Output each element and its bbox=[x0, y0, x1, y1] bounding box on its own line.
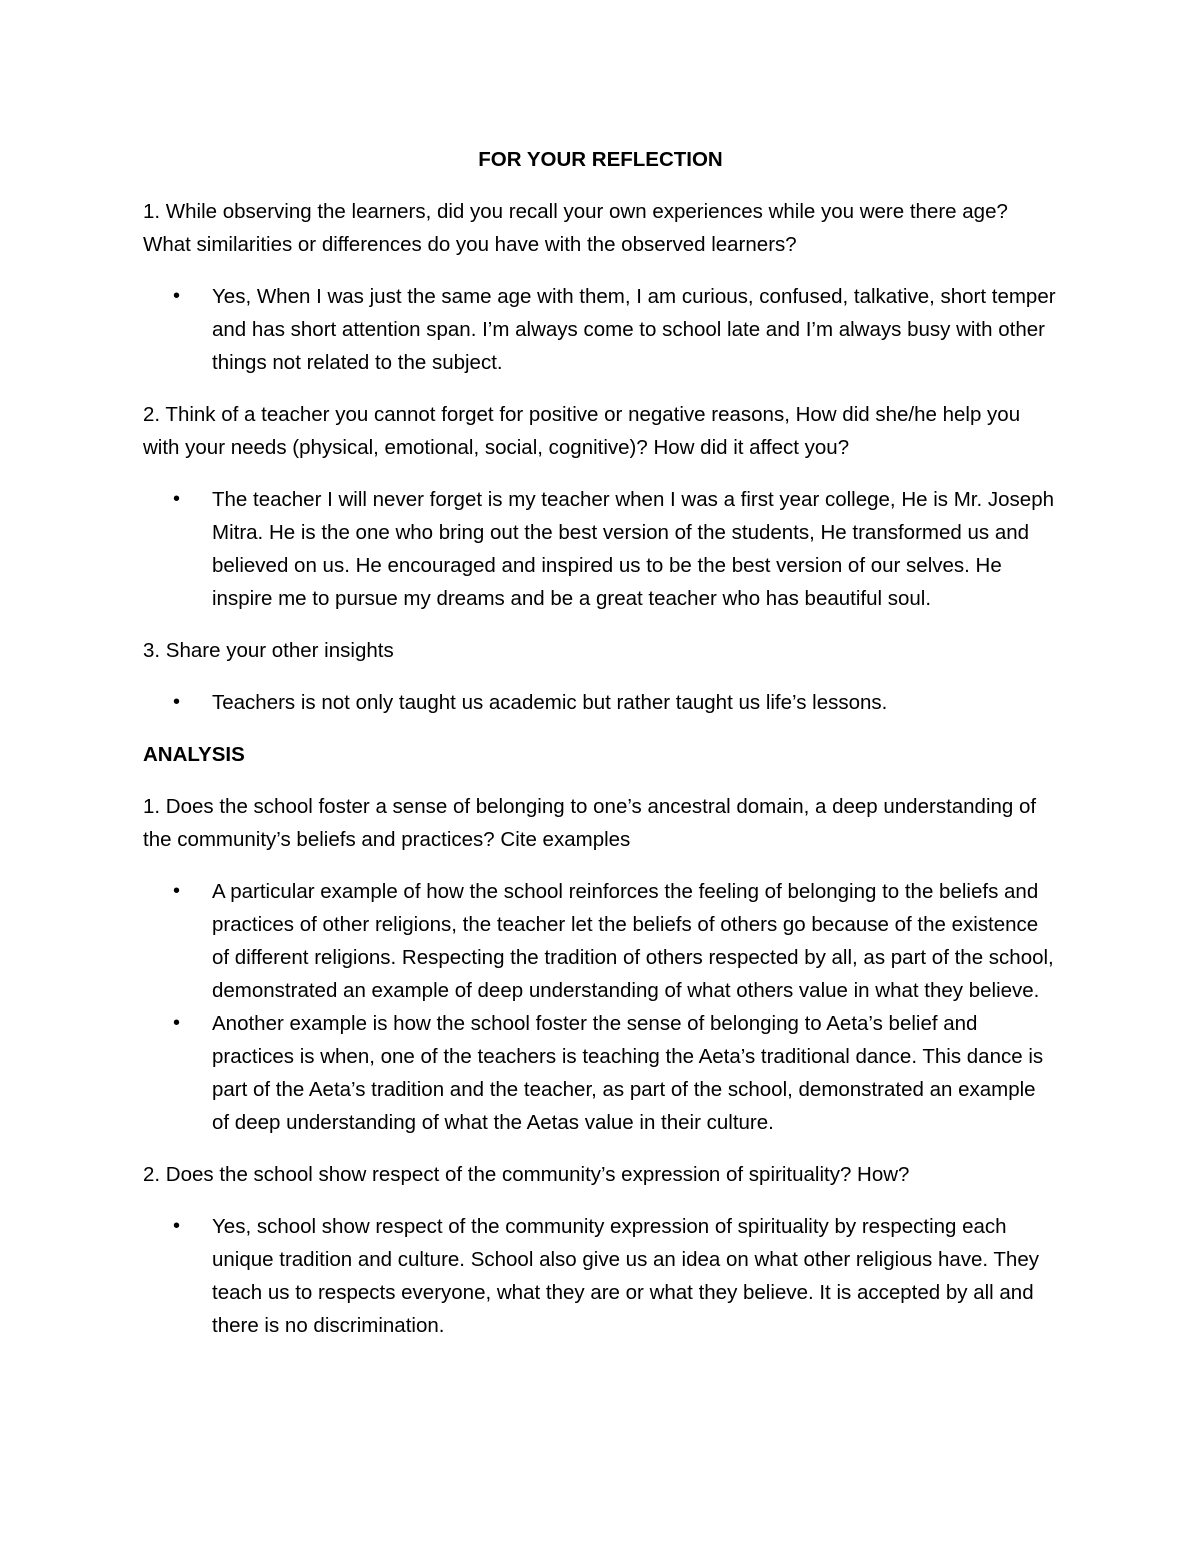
answer-text: Teachers is not only taught us academic but rather taught us life’s lessons. bbox=[212, 691, 888, 714]
answer-text: A particular example of how the school reinforces the feeling of belonging to the beliefs and practices of other religions, the teacher let the beliefs of others go because of the existence of different religions. Respecting the tradition of others respected by all, as part of the school, demonstrated an example of deep understanding of what others value in what they believe. bbox=[212, 880, 1054, 1002]
list-item bbox=[143, 686, 1058, 719]
bullet-icon: • bbox=[173, 285, 181, 307]
reflection-answers-3 bbox=[143, 686, 1058, 719]
bullet-icon: • bbox=[173, 880, 181, 902]
bullet-icon: • bbox=[173, 1012, 181, 1034]
list-item bbox=[143, 1007, 1058, 1139]
document-body bbox=[143, 143, 1058, 1361]
analysis-heading: ANALYSIS bbox=[143, 743, 245, 766]
answer-text: The teacher I will never forget is my teacher when I was a first year college, He is Mr. Joseph Mitra. He is the one who bring out the best version of the students, He transformed us and believed on us. He encouraged and inspired us to be the best version of our selves. He inspire me to pursue my dreams and be a great teacher who has beautiful soul. bbox=[212, 488, 1054, 610]
bullet-icon: • bbox=[173, 691, 181, 713]
answer-text: Another example is how the school foster the sense of belonging to Aeta’s belief and practices is when, one of the teachers is teaching the Aeta’s traditional dance. This dance is part of the Aeta’s tradition and the teacher, as part of the school, demonstrated an example of deep understanding of what the Aetas value in their culture. bbox=[212, 1012, 1044, 1134]
reflection-question-2: 2. Think of a teacher you cannot forget for positive or negative reasons, How did she/he help you with your needs (physical, emotional, social, cognitive)? How did it affect you? bbox=[143, 403, 1021, 459]
analysis-answers-1 bbox=[143, 875, 1058, 1139]
list-item bbox=[143, 483, 1058, 615]
reflection-answers-2 bbox=[143, 483, 1058, 615]
list-item bbox=[143, 875, 1058, 1007]
page-title: FOR YOUR REFLECTION bbox=[478, 148, 723, 171]
reflection-question-1: 1. While observing the learners, did you recall your own experiences while you were there age? What similarities or differences do you have with the observed learners? bbox=[143, 200, 1008, 256]
list-item bbox=[143, 280, 1058, 379]
answer-text: Yes, When I was just the same age with them, I am curious, confused, talkative, short temper and has short attention span. I’m always come to school late and I’m always busy with other things not related to the subject. bbox=[212, 285, 1056, 374]
analysis-question-1: 1. Does the school foster a sense of belonging to one’s ancestral domain, a deep understanding of the community’s beliefs and practices? Cite examples bbox=[143, 795, 1037, 851]
reflection-answers-1 bbox=[143, 280, 1058, 379]
bullet-icon: • bbox=[173, 488, 181, 510]
list-item bbox=[143, 1210, 1058, 1342]
analysis-question-2: 2. Does the school show respect of the community’s expression of spirituality? How? bbox=[143, 1163, 910, 1186]
bullet-icon: • bbox=[173, 1215, 181, 1237]
answer-text: Yes, school show respect of the community expression of spirituality by respecting each unique tradition and culture. School also give us an idea on what other religious have. They teach us to respects everyone, what they are or what they believe. It is accepted by all and there is no discrimination. bbox=[212, 1215, 1039, 1337]
reflection-question-3: 3. Share your other insights bbox=[143, 639, 394, 662]
analysis-answers-2 bbox=[143, 1210, 1058, 1342]
